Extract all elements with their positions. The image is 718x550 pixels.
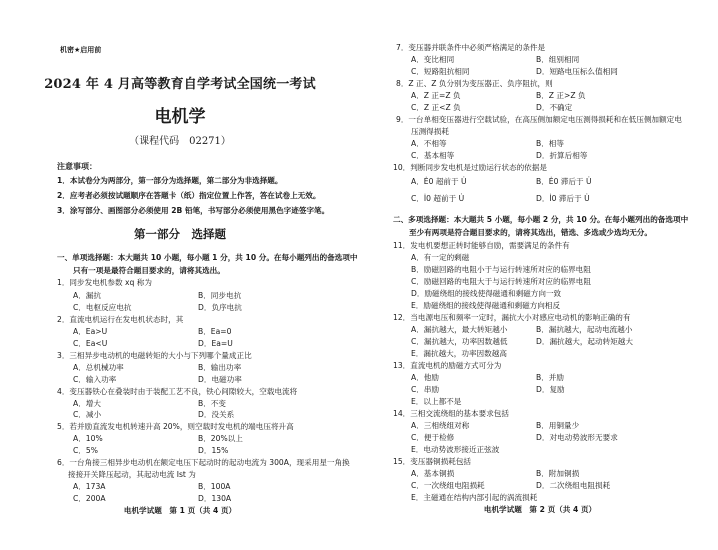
option-d: D．漏抗越大，起动转矩越大 xyxy=(536,337,633,346)
option-c: C．串励 xyxy=(411,385,440,394)
notice-item: 1．本试卷分为两部分，第一部分为选择题，第二部分为非选择题。 xyxy=(57,176,283,185)
option-b: B．用铜量少 xyxy=(536,421,580,430)
option-b: B．输出功率 xyxy=(198,363,242,372)
section-1-heading: 一、单项选择题：本大题共 10 小题，每小题 1 分，共 10 分。在每小题列出的备选项中 xyxy=(57,253,358,262)
option-d: D．复励 xyxy=(536,385,565,394)
option-c: C．漏抗越大，功率因数越低 xyxy=(411,337,508,346)
question-stem: 1．同步发电机参数 xq 称为 xyxy=(57,278,152,287)
question-stem: 11．发电机要想正转时能够自励，需要满足的条件有 xyxy=(393,241,570,250)
option-e: E．主磁通在结构内部引起的涡流损耗 xyxy=(411,493,538,502)
page-footer: 电机学试题 第 1 页（共 4 页） xyxy=(123,506,237,515)
option-d: D．负序电抗 xyxy=(198,303,242,312)
option-c: C．200A xyxy=(73,494,106,503)
option-a: A．漏抗 xyxy=(73,291,101,300)
question-stem-cont: 接接开关降压起动，其起动电流 Ist 为 xyxy=(68,470,196,479)
option-a: A．173A xyxy=(73,482,106,491)
option-a: A．不相等 xyxy=(411,139,447,148)
option-d: D．15% xyxy=(198,446,229,455)
option-a: A．Ea>U xyxy=(73,327,108,336)
option-b: B．Ė0 滞后于 U̇ xyxy=(536,177,592,186)
option-a: A．增大 xyxy=(73,399,101,408)
option-a: A．总机械功率 xyxy=(73,363,124,372)
option-d: D．Ea=U xyxy=(198,339,233,348)
option-d: D．电磁功率 xyxy=(198,375,242,384)
option-c: C．电枢反应电抗 xyxy=(73,303,132,312)
option-d: D．二次绕组电阻损耗 xyxy=(536,481,611,490)
question-stem: 12．当电源电压和频率一定时，漏抗大小对感应电动机的影响正确的有 xyxy=(393,313,631,322)
option-d: D．短路电压标么值相同 xyxy=(536,67,618,76)
option-a: A．他励 xyxy=(411,373,439,382)
option-a: A．Ė0 超前于 U̇ xyxy=(411,177,467,186)
question-stem: 3．三相异步电动机的电磁转矩的大小与下列哪个量成正比 xyxy=(57,351,252,360)
question-stem: 14．三相交流绕组的基本要求包括 xyxy=(393,409,509,418)
section-2-heading-cont: 至少有两项是符合题目要求的，请将其选出，错选、多选或少选均无分。 xyxy=(409,228,652,237)
question-stem: 2．直流电机运行在发电机状态时，其 xyxy=(57,315,184,324)
confidential-label: 机密★启用前 xyxy=(60,46,102,54)
option-d: D．对电动势波形无要求 xyxy=(536,433,618,442)
exam-title: 2024 年 4 月高等教育自学考试全国统一考试 xyxy=(44,77,316,92)
option-c: C．基本相等 xyxy=(411,151,455,160)
question-stem: 4．变压器铁心在叠装时由于装配工艺不良，铁心间隙较大，空载电流将 xyxy=(57,387,298,396)
option-a: A．有一定的剩磁 xyxy=(411,253,470,262)
option-d: D．不确定 xyxy=(536,103,573,112)
option-c: C．5% xyxy=(73,446,98,455)
option-b: B．同步电抗 xyxy=(198,291,242,300)
option-e: E．电动势波形接近正弦波 xyxy=(411,445,500,454)
notice-item: 3．涂写部分、画图部分必须使用 2B 铅笔，书写部分必须使用黑色字迹签字笔。 xyxy=(57,206,330,215)
option-c: C．减小 xyxy=(73,410,102,419)
question-stem: 7．变压器并联条件中必须严格满足的条件是 xyxy=(396,43,546,52)
question-stem: 9．一台单相变压器进行空载试验，在高压侧加额定电压测得损耗和在低压侧加额定电 xyxy=(396,115,682,124)
option-c: C．一次绕组电阻损耗 xyxy=(411,481,485,490)
option-a: A．基本铜损 xyxy=(411,469,455,478)
section-2-heading: 二、多项选择题：本大题共 5 小题，每小题 2 分，共 10 分。在每小题列出的备选项中 xyxy=(393,215,689,224)
question-stem: 6．一台角接三相异步电动机在额定电压下起动时的起动电流为 300A，现采用星一角换 xyxy=(57,458,350,467)
option-b: B．励磁回路的电阻小于与运行转速所对应的临界电阻 xyxy=(411,265,591,274)
subject-title: 电机学 xyxy=(154,107,206,127)
option-c: C．短路阻抗相同 xyxy=(411,67,470,76)
option-d: D．励磁绕组的接线使得磁通和剩磁方向一致 xyxy=(411,289,562,298)
option-c: C．Z 正<Z 负 xyxy=(411,103,461,112)
question-stem: 13．直流电机的励磁方式可分为 xyxy=(393,361,502,370)
notice-heading: 注意事项： xyxy=(57,162,97,171)
option-c: C．便于检修 xyxy=(411,433,455,442)
part-title: 第一部分 选择题 xyxy=(134,227,226,241)
question-stem: 5．若并励直流发电机转速升高 20%，则空载时发电机的端电压将升高 xyxy=(57,422,294,431)
question-stem: 8．Z 正、Z 负分别为变压器正、负序阻抗，则 xyxy=(396,79,553,88)
page-footer: 电机学试题 第 2 页（共 4 页） xyxy=(483,505,597,514)
notice-item: 2．应考者必须按试题顺序在答题卡（纸）指定位置上作答，答在试卷上无效。 xyxy=(57,191,321,200)
question-stem: 15．变压器铜损耗包括 xyxy=(393,457,472,466)
option-c: C．励磁回路的电阻大于与运行转速所对应的临界电阻 xyxy=(411,277,591,286)
option-b: B．相等 xyxy=(536,139,564,148)
option-e: E．以上都不是 xyxy=(411,397,462,406)
option-d: D．130A xyxy=(198,494,232,503)
option-e: E．励磁绕组的接线使得磁通和剩磁方向相反 xyxy=(411,301,561,310)
option-b: B．附加铜损 xyxy=(536,469,580,478)
option-d: D．İ0 滞后于 U̇ xyxy=(536,194,590,203)
option-b: B．20%以上 xyxy=(198,434,243,443)
option-b: B．100A xyxy=(198,482,231,491)
exam-page-2 xyxy=(362,0,718,550)
option-b: B．Ea=0 xyxy=(198,327,232,336)
option-a: A．变比相同 xyxy=(411,55,455,64)
option-b: B．Z 正>Z 负 xyxy=(536,91,586,100)
question-stem-cont: 压测得损耗 xyxy=(411,127,449,136)
option-b: B．组别相同 xyxy=(536,55,580,64)
option-a: A．10% xyxy=(73,434,103,443)
section-1-heading-cont: 只有一项是最符合题目要求的，请将其选出。 xyxy=(73,266,225,275)
option-a: A．三相绕组对称 xyxy=(411,421,470,430)
option-a: A．漏抗越大，最大转矩越小 xyxy=(411,325,508,334)
option-b: B．漏抗越大，起动电流越小 xyxy=(536,325,633,334)
option-e: E．漏抗越大，功率因数越高 xyxy=(411,349,507,358)
option-c: C．Ea<U xyxy=(73,339,108,348)
option-d: D．没关系 xyxy=(198,410,235,419)
question-stem: 10．判断同步发电机是过励运行状态的依据是 xyxy=(393,163,547,172)
option-b: B．不变 xyxy=(198,399,226,408)
option-c: C．İ0 超前于 U̇ xyxy=(411,194,465,203)
option-a: A．Z 正=Z 负 xyxy=(411,91,461,100)
option-b: B．并励 xyxy=(536,373,564,382)
course-code: （课程代码 02271） xyxy=(129,136,231,147)
option-d: D．折算后相等 xyxy=(536,151,588,160)
option-c: C．输入功率 xyxy=(73,375,117,384)
